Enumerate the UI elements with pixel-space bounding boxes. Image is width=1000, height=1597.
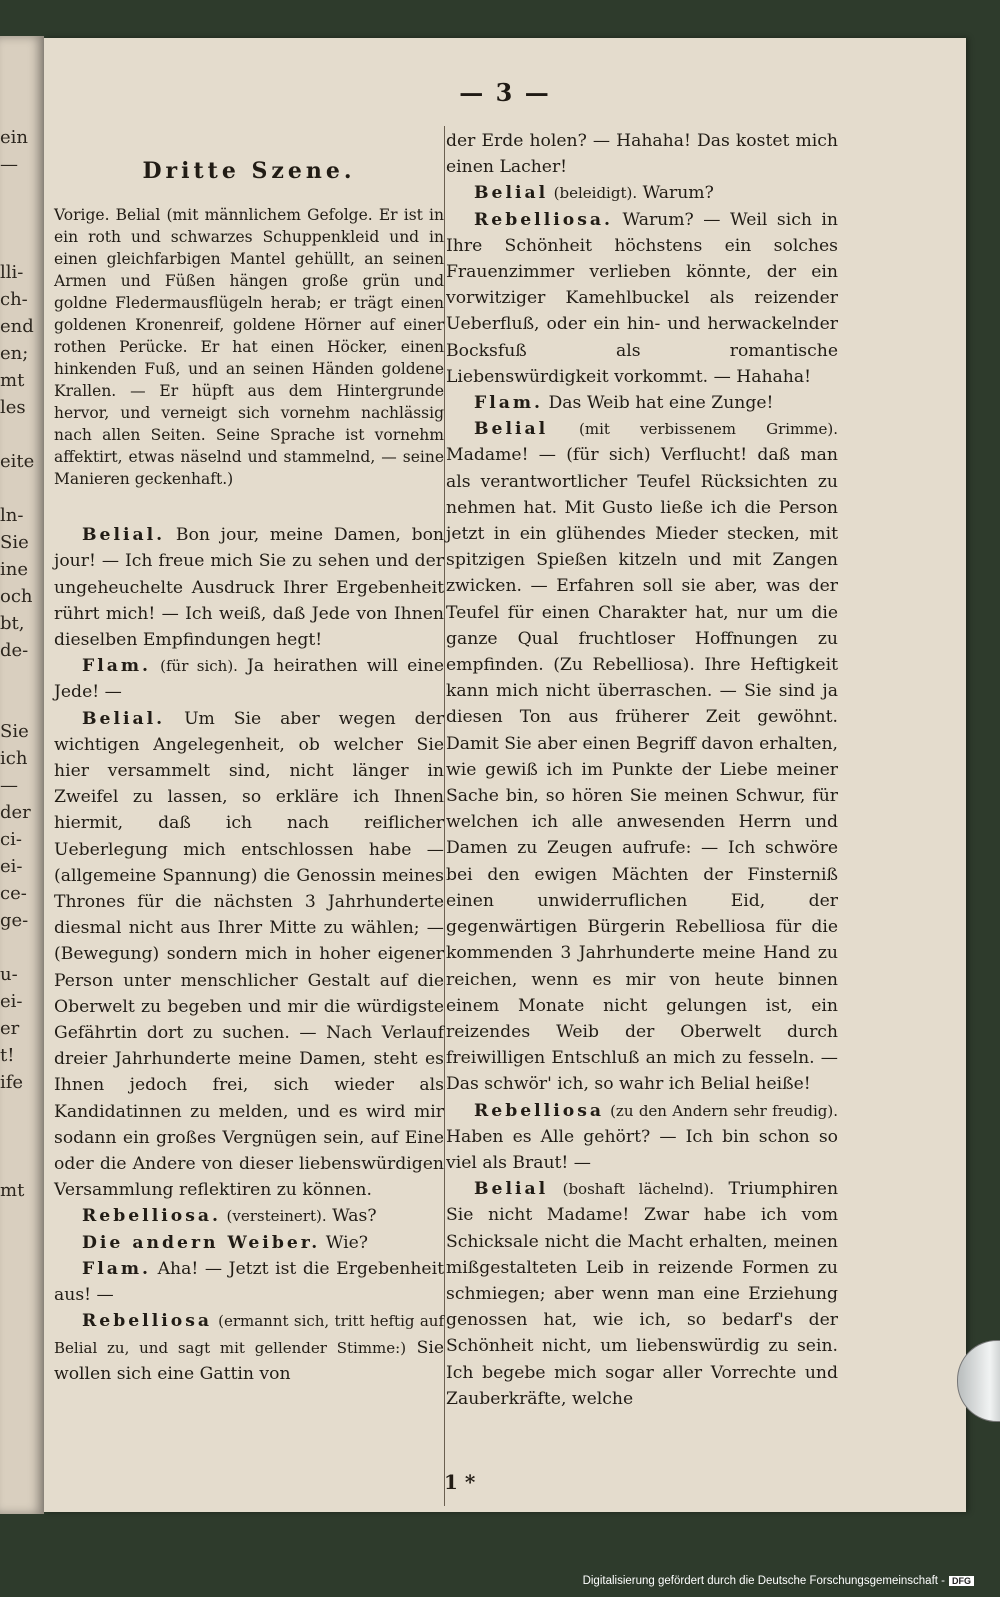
speech <box>54 1308 444 1387</box>
left-speeches <box>54 522 444 1387</box>
dfg-logo: DFG <box>949 1576 974 1586</box>
page-clip <box>957 1340 1000 1422</box>
speaker-name: Flam. <box>82 1258 152 1279</box>
speech-text: Was? <box>332 1206 377 1227</box>
speech <box>446 180 838 206</box>
speaker-name: Rebelliosa <box>474 1100 605 1121</box>
speaker-name: Belial <box>474 183 549 204</box>
speech-text: Triumphiren Sie nicht Madame! Zwar habe ich vom Schicksale nicht die Macht erhalten, meinen mißgestalteten Leib in reizende Formen zu schmiegen; aber wenn man eine Erziehung genossen hat, wie ich, so bedarf's der Schönheit nicht, um liebenswürdig zu sein. Ich begebe mich sogar aller Vorrechte und Zauberkräfte, welche <box>446 1179 839 1409</box>
speaker-name: Rebelliosa <box>82 1311 213 1332</box>
speaker-name: Rebelliosa. <box>474 209 614 230</box>
scene-title: Dritte Szene. <box>142 158 356 184</box>
speech <box>54 653 444 705</box>
speech-text: der Erde holen? — Hahaha! Das kostet mich einen Lacher! <box>446 131 838 178</box>
right-column <box>446 128 838 1412</box>
speech-text: Haben es Alle gehört? — Ich bin schon so viel als Braut! — <box>446 1126 838 1173</box>
speech-text: Aha! — Jetzt ist die Ergebenheit aus! — <box>54 1258 444 1306</box>
speaker-name: Rebelliosa. <box>82 1206 222 1227</box>
speaker-name: Belial <box>474 1179 549 1200</box>
speech-text: Bon jour, meine Damen, bon jour! — Ich freue mich Sie zu sehen und der ungeheuchelte Ausdruck Ihrer Ergebenheit rührt mich! — Ich weiß, daß Jede von Ihnen dieselben Empfindungen hegt! <box>54 525 444 651</box>
speech-text: Warum? <box>642 183 714 204</box>
speaker-name: Belial. <box>82 525 166 546</box>
speech <box>54 1230 444 1256</box>
speech <box>446 1098 838 1177</box>
stage-direction-inline: (mit verbissenem Grimme). <box>579 420 838 439</box>
column-divider <box>444 126 445 1506</box>
speech-text: Ja heirathen will eine Jede! — <box>54 656 444 703</box>
speech <box>54 706 444 1204</box>
left-column <box>54 130 444 1387</box>
footer <box>583 1575 974 1587</box>
page-number: — 3 — <box>459 78 551 107</box>
right-speeches <box>446 128 838 1412</box>
stage-direction-inline: (ermannt sich, tritt heftig auf Belial zu, und sagt mit gellender Stimme:) <box>54 1312 444 1357</box>
speech-text: Madame! — (für sich) Verflucht! daß man als verantwortlicher Teufel Rücksichten zu nehmen hat. Mit Gusto ließe ich die Person jetzt in ein glühendes Mieder stecken, mit spitzigen Spießen kitzeln und mit Zangen zwicken. — Erfahren soll sie aber, was der Teufel für einen Charakter hat, nur um die ganze Qual fruchtloser Hoffnungen zu empfinden. (Zu Rebelliosa). Ihre Heftigkeit kann mich nicht überraschen. — Sie sind ja diesen Ton aus früherer Zeit gewöhnt. Damit Sie aber einen Begriff davon erhalten, wie gewiß ich im Punkte der Liebe meiner Sache bin, so hören Sie meinen Schwur, für welchen ich alle anwesenden Herrn und Damen zu Zeugen aufrufe: — Ich schwöre bei den ewigen Mächten der Finsterniß einen unwiderruflichen Eid, der gegenwärtigen Bürgerin Rebelliosa für die kommenden 3 Jahrhunderte meine Hand zu reichen, wenn es mir von heute binnen einem Monate nicht gelungen ist, ein reizendes Weib der Oberwelt durch freiwilligen Entschluß an mich zu fesseln. — Das schwör' ich, so wahr ich Belial heiße! <box>446 445 838 1095</box>
speech <box>446 128 838 180</box>
stage-direction-inline: (zu den Andern sehr freudig). <box>610 1101 839 1120</box>
speaker-name: Belial. <box>82 708 166 729</box>
footer-text: Digitalisierung gefördert durch die Deutsche Forschungsgemeinschaft - <box>582 1575 945 1587</box>
speech-text: Warum? — Weil sich in Ihre Schönheit höchstens ein solches Frauenzimmer verlieben könnte, der ein vorwitziger Kamehlbuckel als reizender Ueberfluß, oder ein hin- und herwackelnder Bocksfuß als romantische Liebenswürdigkeit vorkommt. — Hahaha! <box>446 209 838 387</box>
signature-mark: 1 * <box>444 1470 476 1494</box>
stage-direction-inline: (beleidigt). <box>553 184 638 203</box>
stage-direction-inline: (versteinert). <box>226 1207 327 1226</box>
speaker-name: Die andern Weiber. <box>82 1232 321 1253</box>
speech <box>446 1176 838 1412</box>
book-page <box>44 38 966 1512</box>
speech <box>446 416 838 1097</box>
stage-direction-inline: (boshaft lächelnd). <box>562 1180 715 1199</box>
speech <box>54 1256 444 1308</box>
speech-text: Um Sie aber wegen der wichtigen Angelegenheit, ob welcher Sie hier versammelt sind, nicht länger in Zweifel zu lassen, so erkläre ich Ihnen hiermit, daß ich nach reiflicher Ueberlegung mich entschlossen habe — (allgemeine Spannung) die Genossin meines Thrones für die nächsten 3 Jahrhunderte diesmal nicht aus Ihrer Mitte zu wählen; — (Bewegung) sondern mich in hoher eigener Person unter menschlicher Gestalt auf die Oberwelt zu begeben und mir die würdigste Gefährtin dort zu suchen. — Nach Verlauf dreier Jahrhunderte meine Damen, steht es Ihnen jedoch frei, sich wieder als Kandidatinnen zu melden, und es wird mir sodann ein großes Vergnügen sein, auf Eine oder die Andere von dieser liebenswürdigen Versammlung reflektiren zu können. <box>54 708 444 1201</box>
speech <box>54 1203 444 1229</box>
stage-direction: Vorige. Belial (mit männlichem Gefolge. Er ist in ein roth und schwarzes Schuppenkleid und in einen gleichfarbigen Mantel gehüllt, an seinen Armen und Füßen hängen große grün und goldne Fledermausflügeln herab; er trägt einen goldenen Kronenreif, goldene Hörner auf einer rothen Perücke. Er hat einen Höcker, einen hinkenden Fuß, und an seinen Händen goldene Krallen. — Er hüpft aus dem Hintergrunde hervor, und verneigt sich vornehm nachlässig nach allen Seiten. Seine Sprache ist vornehm affektirt, etwas näselnd und stammelnd, — seine Manieren geckenhaft.) <box>54 206 444 489</box>
speech-text: Das Weib hat eine Zunge! <box>548 393 774 414</box>
previous-page-fragments: ein — lli- ch- end en; mt les eite ln- Sie ine och bt, de- Sie ich — der ci- ei- ce- ge- u- ei- er t! ife mt <box>0 127 35 1201</box>
speaker-name: Flam. <box>82 656 152 677</box>
speech-text: Wie? <box>325 1232 368 1253</box>
stage-direction-inline: (für sich). <box>160 657 238 676</box>
speaker-name: Flam. <box>474 393 544 414</box>
speech <box>54 522 444 653</box>
previous-page-edge <box>0 36 44 1514</box>
speech <box>446 207 838 390</box>
speaker-name: Belial <box>474 419 549 440</box>
speech <box>446 390 838 416</box>
speech-text: Sie wollen sich eine Gattin von <box>54 1337 445 1384</box>
